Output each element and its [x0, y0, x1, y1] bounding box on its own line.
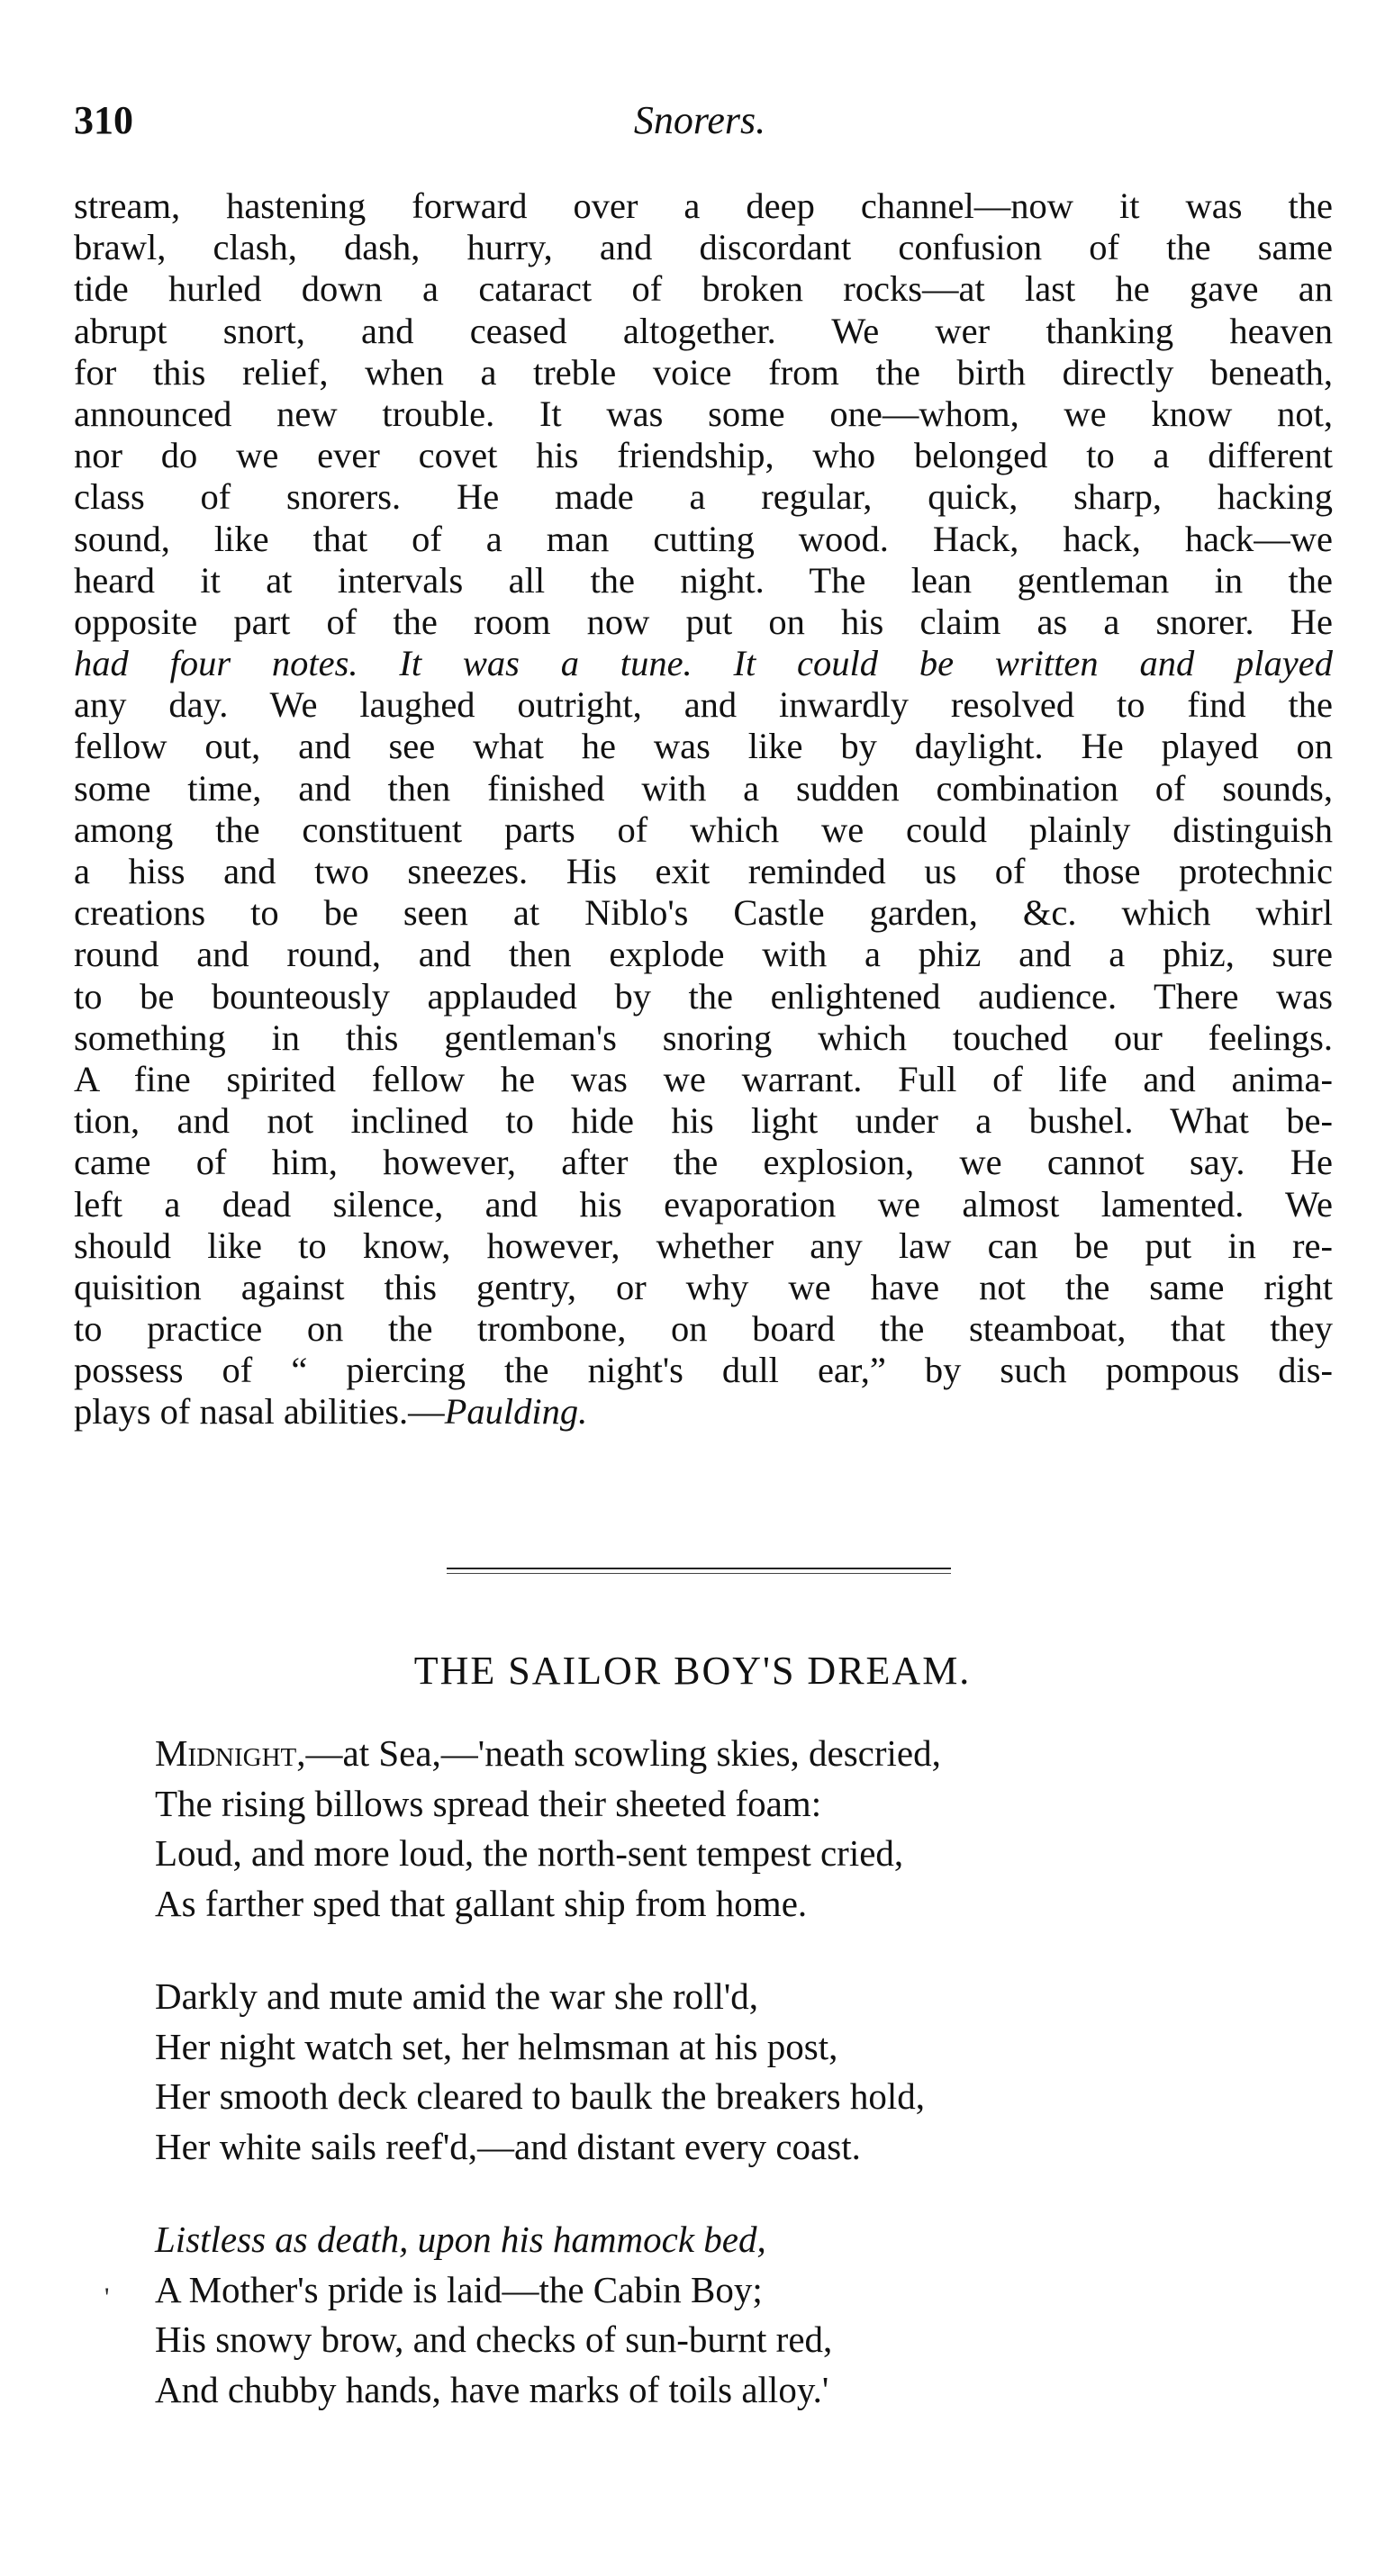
poem [155, 1729, 1236, 2458]
prose-line: should like to know, however, whether any law can be put in re- [74, 1225, 1333, 1266]
stray-print-mark: ' [104, 2282, 110, 2312]
prose-line: abrupt snort, and ceased altogether. We wer thanking heaven [74, 310, 1333, 351]
verse-line: Her white sails reef'd,—and distant every coast. [155, 2125, 861, 2167]
running-head: Snorers. [633, 98, 766, 142]
prose-line: to practice on the trombone, on board the steamboat, that they [74, 1308, 1333, 1350]
prose-line: nor do we ever covet his friendship, who belonged to a different [74, 435, 1333, 476]
verse-line: Her smooth deck cleared to baulk the breakers hold, [155, 2075, 925, 2117]
verse-line: Listless as death, upon his hammock bed, [155, 2219, 766, 2260]
poem-title: THE SAILOR BOY'S DREAM. [413, 1649, 972, 1693]
prose-line: creations to be seen at Niblo's Castle garden, &c. which whirl [74, 892, 1333, 934]
prose-line: stream, hastening forward over a deep channel—now it was the [74, 185, 1333, 226]
prose-line: left a dead silence, and his evaporation we almost lamented. We [74, 1183, 1333, 1225]
prose-line: tion, and not inclined to hide his light under a bushel. What be- [74, 1100, 1333, 1142]
prose-line: to be bounteously applauded by the enlightened audience. There was [74, 975, 1333, 1017]
page-header [74, 97, 1326, 151]
prose-line: possess of “ piercing the night's dull ear,” by such pompous dis- [74, 1350, 1333, 1391]
prose-last-line [74, 1391, 1333, 1433]
prose-line: some time, and then finished with a sudden combination of sounds, [74, 767, 1333, 809]
prose-line: any day. We laughed outright, and inwardly resolved to find the [74, 684, 1333, 726]
prose-line: round and round, and then explode with a phiz and a phiz, sure [74, 934, 1333, 975]
page-number: 310 [74, 98, 133, 142]
verse-line: And chubby hands, have marks of toils alloy.' [155, 2368, 829, 2410]
prose-line: tide hurled down a cataract of broken rocks—at last he gave an [74, 268, 1333, 310]
prose-line: a hiss and two sneezes. His exit reminded us of those protechnic [74, 851, 1333, 891]
stanza [155, 2215, 1236, 2415]
dropword: Midnight, [155, 1732, 306, 1774]
verse-line: As farther sped that gallant ship from home. [155, 1882, 808, 1924]
prose-line: fellow out, and see what he was like by daylight. He played on [74, 726, 1333, 767]
verse-line: Her night watch set, her helmsman at his post, [155, 2025, 838, 2067]
section-divider-underline [447, 1573, 951, 1574]
prose-line: heard it at intervals all the night. The lean gentleman in the [74, 559, 1333, 601]
prose-line: for this relief, when a treble voice from the birth directly beneath, [74, 351, 1333, 393]
prose-line: opposite part of the room now put on his claim as a snorer. He [74, 601, 1333, 642]
attribution: Paulding. [444, 1391, 588, 1433]
verse-line: A Mother's pride is laid—the Cabin Boy; [155, 2268, 763, 2310]
verse-line: His snowy brow, and checks of sun-burnt red, [155, 2318, 833, 2360]
prose-line: brawl, clash, dash, hurry, and discordant confusion of the same [74, 227, 1333, 268]
prose-line: A fine spirited fellow he was we warrant. Full of life and anima- [74, 1058, 1333, 1099]
prose-line: had four notes. It was a tune. It could be written and played [74, 643, 1333, 684]
prose-passage [74, 185, 1333, 1433]
prose-line: sound, like that of a man cutting wood. Hack, hack, hack—we [74, 518, 1333, 559]
verse-line [155, 1729, 1236, 1779]
prose-line: quisition against this gentry, or why we have not the same right [74, 1266, 1333, 1307]
prose-line: something in this gentleman's snoring which touched our feelings. [74, 1017, 1333, 1058]
verse-line-text: —at Sea,—'neath scowling skies, descried, [305, 1732, 941, 1774]
prose-line: among the constituent parts of which we could plainly distinguish [74, 809, 1333, 850]
prose-line: came of him, however, after the explosion, we cannot say. He [74, 1142, 1333, 1183]
stanza [155, 1729, 1236, 1929]
verse-line: Loud, and more loud, the north-sent tempest cried, [155, 1832, 904, 1874]
verse-line: Darkly and mute amid the war she roll'd, [155, 1975, 759, 2017]
prose-line-text: plays of nasal abilities.— [74, 1391, 445, 1433]
verse-line: The rising billows spread their sheeted foam: [155, 1782, 822, 1824]
prose-line: class of snorers. He made a regular, quick, sharp, hacking [74, 476, 1333, 518]
prose-line: announced new trouble. It was some one—whom, we know not, [74, 393, 1333, 434]
section-divider [447, 1568, 951, 1569]
stanza [155, 1972, 1236, 2172]
